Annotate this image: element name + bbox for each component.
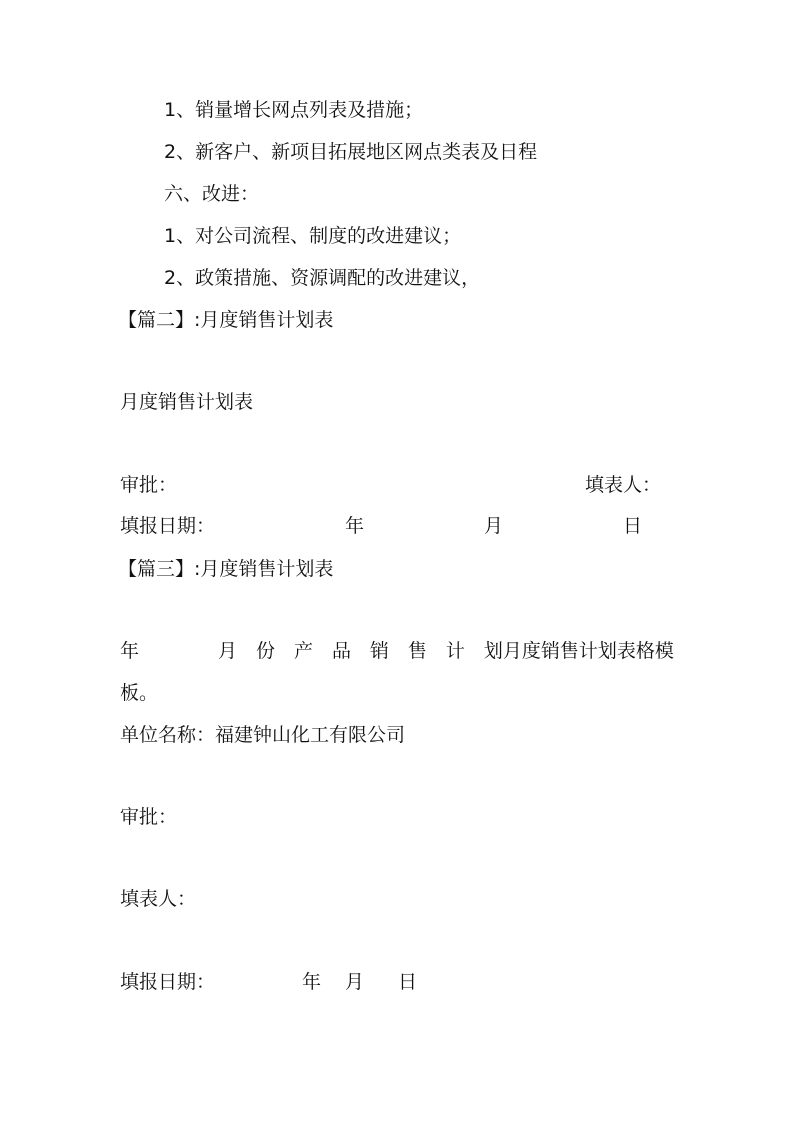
year-label: 年 <box>302 971 322 993</box>
year-label: 年 <box>345 515 365 537</box>
filler-label: 填表人： <box>120 888 197 910</box>
intro-char: 月 <box>217 640 237 662</box>
date-label: 填报日期： <box>120 515 216 537</box>
intro-char: 品 <box>331 640 351 662</box>
list-item: 1、销量增长网点列表及措施； <box>164 99 424 121</box>
part-heading: 【篇三】:月度销售计划表 <box>118 558 334 580</box>
day-label: 日 <box>398 971 418 993</box>
intro-wrap: 板。 <box>120 682 159 704</box>
intro-char: 产 <box>293 640 313 662</box>
company-label: 单位名称：福建钟山化工有限公司 <box>120 724 406 746</box>
intro-line <box>120 642 674 661</box>
intro-char: 份 <box>255 640 275 662</box>
intro-char: 销 <box>369 640 389 662</box>
list-item: 2、新客户、新项目拓展地区网点类表及日程 <box>164 141 538 163</box>
filler-label: 填表人： <box>585 474 662 496</box>
month-label: 月 <box>484 515 504 537</box>
month-label: 月 <box>345 971 365 993</box>
approve-label: 审批： <box>120 474 178 496</box>
date-label: 填报日期： <box>120 971 216 993</box>
intro-char: 计 <box>445 640 465 662</box>
list-item: 2、政策措施、资源调配的改进建议， <box>164 267 481 289</box>
day-label: 日 <box>623 515 643 537</box>
section-heading: 六、改进： <box>164 183 260 205</box>
intro-char: 划月度销售计划表格模 <box>483 640 674 662</box>
approve-label: 审批： <box>120 806 178 828</box>
intro-char: 年 <box>120 640 140 662</box>
list-item: 1、对公司流程、制度的改进建议； <box>164 225 462 247</box>
intro-char: 售 <box>407 640 427 662</box>
part-heading: 【篇二】:月度销售计划表 <box>118 309 334 331</box>
form-title: 月度销售计划表 <box>120 391 254 413</box>
